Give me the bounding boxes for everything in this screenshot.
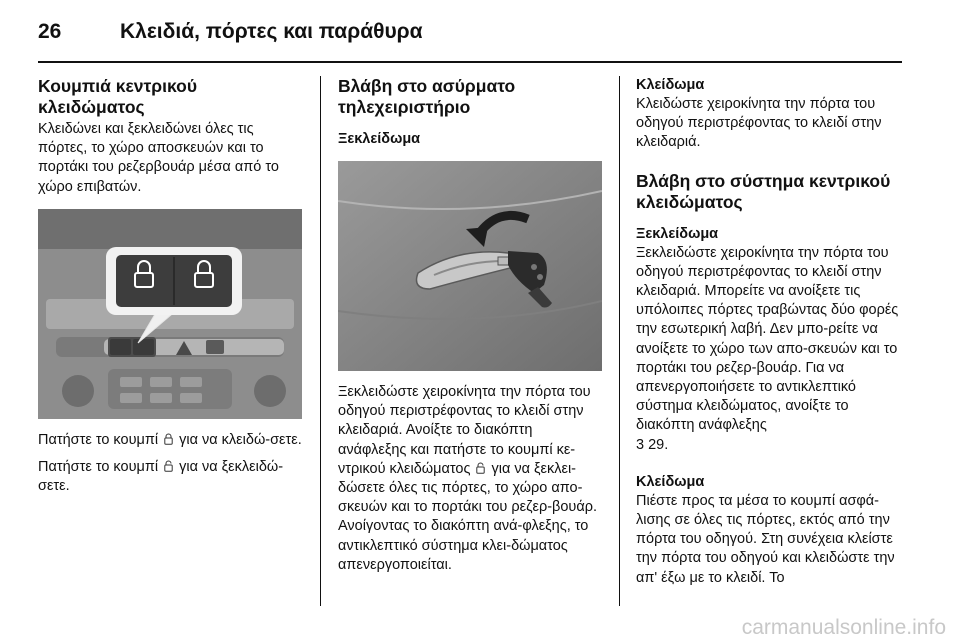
unlock-paragraph-text-after: για να ξεκλει-δώσετε όλες τις πόρτες, το χώρο απο-σκευών και το πορτάκι του ρεζερ-βουάρ. Ανοίγοντας το διακόπτη ανά-φλεξης, το αντικλεπτικό σύστημα κλει-δώματος απενεργοποιείται.	[338, 460, 598, 573]
page-reference: 3 29.	[636, 436, 669, 453]
unlock-paragraph	[338, 383, 604, 575]
locking-paragraph: Κλειδώστε χειροκίνητα την πόρτα του οδηγού περιστρέφοντας το κλειδί στην κλειδαριά.	[636, 96, 882, 151]
door-key-illustration	[338, 161, 602, 371]
subheading-unlocking-2: Ξεκλείδωμα	[636, 225, 719, 242]
unlocking-paragraph-2	[636, 244, 902, 455]
unlock-text-before: Πατήστε το κουμπί	[38, 459, 159, 476]
column-divider-2	[619, 76, 620, 606]
intro-paragraph: Κλειδώνει και ξεκλειδώνει όλες τις πόρτες, το χώρο αποσκευών και το πορτάκι του ρεζερβουάρ μέσα από το χώρο επιβατών.	[38, 121, 279, 195]
unlocking-paragraph-2-text: Ξεκλειδώστε χειροκίνητα την πόρτα του οδηγού περιστρέφοντας το κλειδί στην κλειδαριά. Μπορείτε να ανοίξετε τις υπόλοιπες πόρτες τραβώντας δύο φορές την εσωτερική λαβή. Δεν μπο-ρείτε να ανοίξετε το χώρο των απο-σκευών και το πορτάκι του ρεζερ-βουάρ. Για να απενεργοποιήσετε το αντικλεπτικό σύστημα κλειδώματος, ανοίξτε το διακόπτη ανάφλεξης	[636, 244, 899, 434]
column-2	[338, 76, 604, 583]
section-heading-central-locking-buttons: Κουμπιά κεντρικού κλειδώματος	[38, 76, 198, 117]
column-1	[38, 76, 304, 504]
locking-paragraph-2: Πιέστε προς τα μέσα το κουμπί ασφά-λισης σε όλες τις πόρτες, εκτός από την πόρτα του οδηγού. Στη συνέχεια κλείστε την πόρτα του οδηγού και κλειδώστε την απ' έξω με το κλειδί. Το	[636, 492, 895, 586]
unlock-paragraph-text-before: Ξεκλειδώστε χειροκίνητα την πόρτα του οδηγού περιστρέφοντας το κλειδί στην κλειδαριά. Ανοίξτε το διακόπτη ανάφλεξης και πατήστε το κουμπί κε-ντρικού κλειδώματος	[338, 384, 591, 477]
column-3	[636, 76, 902, 596]
column-divider-1	[320, 76, 321, 606]
unlock-icon	[164, 460, 173, 472]
lock-instruction	[38, 431, 304, 450]
lock-text-before: Πατήστε το κουμπί	[38, 431, 159, 448]
watermark: carmanualsonline.info	[741, 616, 946, 639]
central-locking-buttons-illustration	[38, 209, 302, 419]
section-heading-central-locking-failure: Βλάβη στο σύστημα κεντρικού κλειδώματος	[636, 170, 891, 212]
unlock-instruction	[38, 458, 304, 496]
page-header	[38, 12, 423, 52]
unlock-icon	[476, 462, 485, 474]
unlock-text-after: για να ξεκλειδώ-σετε.	[38, 459, 284, 495]
section-heading-remote-failure: Βλάβη στο ασύρματο τηλεχειριστήριο	[338, 76, 516, 117]
lock-text-after: για να κλειδώ-σετε.	[179, 431, 302, 448]
lock-icon	[164, 433, 173, 445]
page-title: Κλειδιά, πόρτες και παράθυρα	[120, 20, 423, 43]
subheading-locking: Κλείδωμα	[636, 77, 705, 93]
header-rule	[38, 61, 902, 63]
subheading-unlocking: Ξεκλείδωμα	[338, 131, 421, 147]
subheading-locking-2: Κλείδωμα	[636, 473, 705, 490]
page-number: 26	[38, 20, 62, 43]
